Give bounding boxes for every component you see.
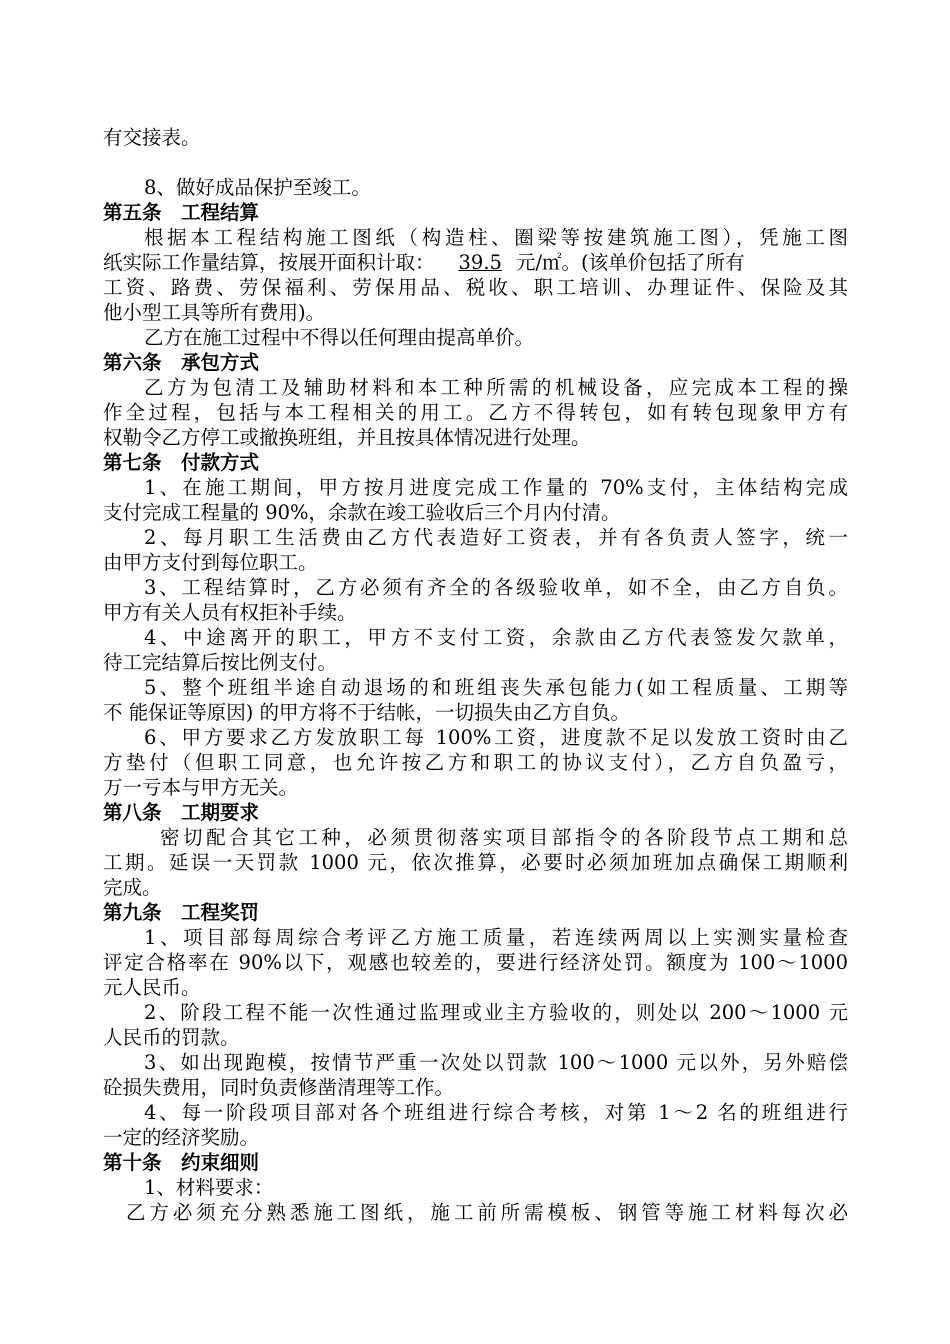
section-heading: 第九条 工程奖罚 (103, 901, 260, 924)
text-line: 乙方为包清工及辅助材料和本工种所需的机械设备，应完成本工程的操 (144, 376, 848, 399)
text-line: 他小型工具等所有费用)。 (103, 301, 326, 324)
text-line: 2、阶段工程不能一次性通过监理或业主方验收的，则处以 200～1000 元 (144, 1001, 848, 1024)
text-line: 有交接表。 (103, 126, 201, 149)
text-line: 5、整个班组半途自动退场的和班组丧失承包能力(如工程质量、工期等 (144, 676, 848, 699)
text-line: 万一亏本与甲方无关。 (103, 776, 299, 799)
section-heading: 第十条 约束细则 (103, 1151, 260, 1174)
text-line: 由甲方支付到每位职工。 (103, 551, 318, 574)
text-line: 1、材料要求： (144, 1176, 274, 1199)
section-heading: 第七条 付款方式 (103, 451, 260, 474)
text-line (103, 250, 848, 276)
text-line: 4、每一阶段项目部对各个班组进行综合考核，对第 1～2 名的班组进行 (144, 1101, 848, 1124)
text-line: 甲方有关人员有权拒补手续。 (103, 601, 357, 624)
text-line: 8、做好成品保护至竣工。 (144, 176, 371, 199)
text-line: 1、项目部每周综合考评乙方施工质量，若连续两周以上实测实量检查 (144, 926, 848, 949)
text-line: 完成。 (103, 876, 162, 899)
text-segment: 元/㎡。(该单价包括了所有 (515, 251, 745, 274)
section-heading: 第八条 工期要求 (103, 801, 260, 824)
text-line: 不 能保证等原因) 的甲方将不于结帐，一切损失由乙方自负。 (103, 701, 631, 724)
text-line: 作全过程，包括与本工程相关的用工。乙方不得转包，如有转包现象甲方有 (103, 401, 848, 424)
text-line: 3、工程结算时，乙方必须有齐全的各级验收单，如不全，由乙方自负。 (144, 576, 848, 599)
text-line: 3、如出现跑模，按情节严重一次处以罚款 100～1000 元以外，另外赔偿 (144, 1051, 848, 1074)
text-line: 工期。延误一天罚款 1000 元，依次推算，必要时必须加班加点确保工期顺利 (103, 851, 848, 874)
text-line: 评定合格率在 90%以下，观感也较差的，要进行经济处罚。额度为 100～1000 (103, 951, 848, 974)
text-line: 一定的经济奖励。 (103, 1126, 260, 1149)
unit-price-value: 39.5 (458, 251, 502, 274)
text-line: 元人民币。 (103, 976, 201, 999)
section-heading: 第五条 工程结算 (103, 201, 260, 224)
text-line: 1、在施工期间，甲方按月进度完成工作量的 70%支付，主体结构完成 (144, 476, 848, 499)
text-line: 方垫付（但职工同意，也允许按乙方和职工的协议支付），乙方自负盈亏， (103, 751, 848, 774)
section-heading: 第六条 承包方式 (103, 351, 260, 374)
text-line: 砼损失费用，同时负责修凿清理等工作。 (103, 1076, 455, 1099)
text-line: 乙方必须充分熟悉施工图纸，施工前所需模板、钢管等施工材料每次必 (126, 1201, 848, 1224)
text-line: 待工完结算后按比例支付。 (103, 651, 338, 674)
text-line: 6、甲方要求乙方发放职工每 100%工资，进度款不足以发放工资时由乙 (144, 726, 848, 749)
text-line: 权勒令乙方停工或撤换班组，并且按具体情况进行处理。 (103, 426, 591, 449)
text-line: 根据本工程结构施工图纸（构造柱、圈梁等按建筑施工图），凭施工图 (144, 226, 848, 249)
text-line: 4、中途离开的职工，甲方不支付工资，余款由乙方代表签发欠款单， (144, 626, 848, 649)
text-line: 乙方在施工过程中不得以任何理由提高单价。 (144, 326, 535, 349)
text-line: 人民币的罚款。 (103, 1026, 240, 1049)
text-line: 支付完成工程量的 90%，余款在竣工验收后三个月内付清。 (103, 501, 621, 524)
text-segment: 纸实际工作量结算，按展开面积计取： (103, 251, 435, 274)
text-line: 2、每月职工生活费由乙方代表造好工资表，并有各负责人签字，统一 (144, 526, 848, 549)
text-line: 工资、路费、劳保福利、劳保用品、税收、职工培训、办理证件、保险及其 (103, 276, 848, 299)
text-line: 密切配合其它工种，必须贯彻落实项目部指令的各阶段节点工期和总 (160, 826, 848, 849)
